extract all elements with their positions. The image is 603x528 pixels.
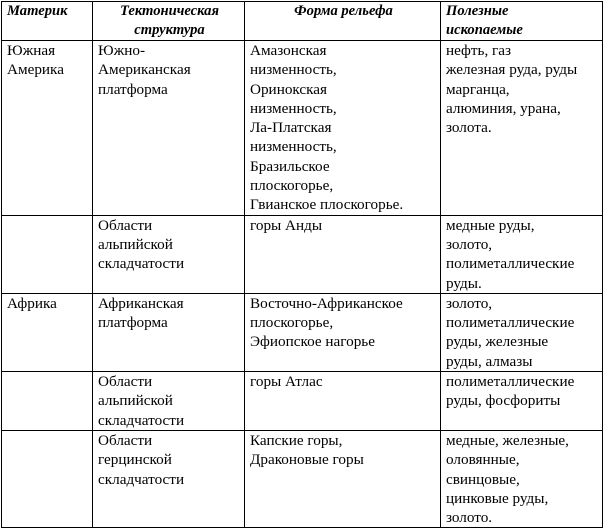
cell-text-line: низменность, (250, 138, 337, 156)
cell-relief (245, 430, 441, 527)
cell-text-line: железная руда, руды (446, 61, 578, 79)
cell-text-line: свинцовые, (446, 470, 520, 488)
cell-text-line: Американская (98, 61, 191, 79)
cell-text-line: марганца, (446, 80, 510, 98)
cell-continent (2, 430, 93, 527)
cell-text-line: складчатости (98, 411, 185, 429)
cell-text-line: Эфиопское нагорье (250, 333, 375, 351)
cell-minerals (441, 293, 603, 371)
cell-text-line: платформа (98, 80, 168, 98)
cell-text-line: Области (98, 373, 153, 391)
cell-text-line: полиметаллические (446, 255, 575, 273)
cell-text-line: Полезные (446, 3, 509, 19)
cell-text-line: золото, (446, 294, 493, 312)
cell-text-line: платформа (98, 314, 168, 332)
cell-text-line: горы Атлас (250, 373, 323, 391)
cell-structure (93, 41, 245, 216)
cell-text-line: руды, железные (446, 333, 549, 351)
cell-text-line: Ла-Платская (250, 119, 332, 137)
cell-text-line: Драконовые горы (250, 451, 364, 469)
cell-text-line: горы Анды (250, 216, 323, 234)
cell-text-line: Южно- (98, 42, 146, 59)
cell-text-line: Африканская (98, 294, 184, 312)
table-row (2, 215, 603, 293)
cell-text-line: Оринокская (250, 80, 328, 98)
table-row (2, 41, 603, 216)
table-header-row (2, 2, 603, 41)
header-continent (2, 2, 93, 41)
cell-text-line: Америка (7, 61, 64, 79)
table-row (2, 293, 603, 371)
header-tectonic-structure (93, 2, 245, 41)
cell-text-line: алюминия, урана, (446, 99, 561, 117)
cell-text-line: низменность, (250, 99, 337, 117)
cell-text-line: золота. (446, 119, 492, 137)
cell-continent (2, 215, 93, 293)
header-relief-form (245, 2, 441, 41)
cell-text-line: Бразильское (250, 157, 330, 175)
cell-structure (93, 430, 245, 527)
geology-table (1, 1, 603, 528)
cell-text-line: Амазонская (250, 42, 327, 59)
cell-text-line: полиметаллические (446, 373, 575, 391)
cell-text-line: альпийской (98, 392, 173, 410)
cell-text-line: Области (98, 216, 153, 234)
cell-minerals (441, 372, 603, 431)
cell-text-line: Материк (7, 3, 68, 19)
cell-text-line: Африка (7, 294, 57, 312)
cell-text-line: Гвианское плоскогорье. (250, 196, 404, 214)
cell-text-line: Южная (7, 42, 56, 59)
cell-text-line: плоскогорье, (250, 314, 334, 332)
cell-minerals (441, 41, 603, 216)
cell-text-line: оловянные, (446, 451, 520, 469)
cell-text-line: медные, железные, (446, 431, 569, 449)
cell-minerals (441, 215, 603, 293)
cell-text-line: золото. (446, 509, 493, 527)
cell-relief (245, 372, 441, 431)
cell-text-line: Капские горы, (250, 431, 343, 449)
cell-text-line: ископаемые (446, 22, 523, 38)
cell-structure (93, 293, 245, 371)
header-minerals (441, 2, 603, 41)
cell-text-line: руды, алмазы (446, 352, 533, 370)
table-row (2, 372, 603, 431)
cell-text-line: Области (98, 431, 153, 449)
cell-text-line: Тектоническая (119, 3, 219, 19)
cell-continent (2, 41, 93, 216)
cell-text-line: альпийской (98, 235, 173, 253)
cell-continent (2, 372, 93, 431)
cell-structure (93, 215, 245, 293)
cell-text-line: низменность, (250, 61, 337, 79)
cell-relief (245, 293, 441, 371)
cell-relief (245, 41, 441, 216)
cell-text-line: медные руды, (446, 216, 535, 234)
cell-minerals (441, 430, 603, 527)
cell-text-line: Форма рельефа (294, 3, 393, 19)
cell-text-line: золото, (446, 235, 493, 253)
cell-text-line: плоскогорье, (250, 177, 334, 195)
table-row (2, 430, 603, 527)
cell-text-line: руды. (446, 274, 482, 292)
cell-text-line: герцинской (98, 451, 172, 469)
cell-text-line: структура (134, 22, 205, 38)
cell-text-line: цинковые руды, (446, 489, 549, 507)
cell-text-line: складчатости (98, 255, 185, 273)
cell-continent (2, 293, 93, 371)
cell-text-line: нефть, газ (446, 42, 512, 59)
cell-structure (93, 372, 245, 431)
cell-relief (245, 215, 441, 293)
cell-text-line: полиметаллические (446, 314, 575, 332)
cell-text-line: Восточно-Африканское (250, 294, 403, 312)
cell-text-line: руды, фосфориты (446, 392, 561, 410)
cell-text-line: складчатости (98, 470, 185, 488)
